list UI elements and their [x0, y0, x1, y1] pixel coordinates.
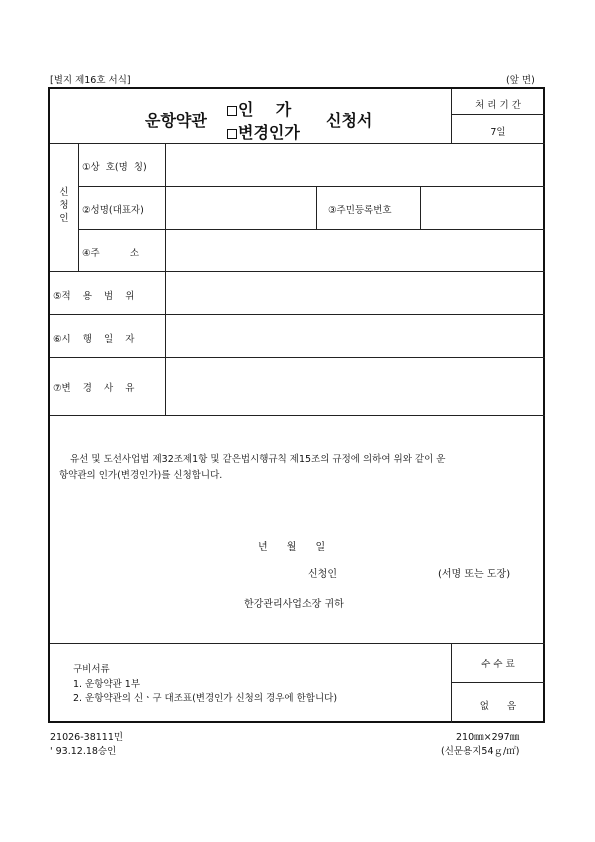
address-label: ④주 소 — [82, 248, 140, 259]
checkbox-icon — [227, 106, 237, 116]
resident-id-field[interactable] — [421, 187, 544, 228]
effective-date-field[interactable] — [166, 315, 544, 356]
form-number: [별지 제16호 서식] — [50, 75, 131, 86]
required-documents-title: 구비서류 — [73, 664, 110, 675]
change-reason-field[interactable] — [166, 358, 544, 414]
applicant-signature-label: 신청인 — [308, 569, 337, 580]
scope-field[interactable] — [166, 272, 544, 313]
processing-period-label: 처 리 기 간 — [475, 100, 521, 111]
title-option-change-approval: 변경인가 — [227, 120, 300, 143]
title-right: 신청서 — [326, 111, 373, 130]
application-date: 년 월 일 — [258, 542, 326, 553]
title-left: 운항약관 — [145, 111, 207, 130]
fee-label: 수 수 료 — [481, 659, 515, 670]
change-reason-label: ⑦변 경 사 유 — [53, 383, 135, 394]
form-code: 21026-38111민 — [50, 732, 124, 743]
required-document-1: 1. 운항약관 1부 — [73, 679, 141, 690]
approval-date: ' 93.12.18승인 — [50, 746, 117, 757]
paper-type: (신문용지54ｇ/㎡) — [441, 746, 520, 757]
page-side-label: (앞 면) — [506, 75, 535, 86]
statement-line-2: 항약관의 인가(변경인가)를 신청합니다. — [59, 470, 223, 481]
signature-note: (서명 또는 도장) — [438, 569, 511, 580]
address-field[interactable] — [166, 230, 544, 270]
representative-name-field[interactable] — [166, 187, 315, 228]
applicant-group-label: 신 청 인 — [59, 187, 69, 224]
company-name-field[interactable] — [166, 144, 544, 185]
fee-value: 없 음 — [479, 701, 517, 712]
checkbox-icon — [227, 129, 237, 139]
effective-date-label: ⑥시 행 일 자 — [53, 334, 135, 345]
processing-period-value: 7일 — [490, 127, 506, 138]
statement-line-1: 유선 및 도선사업법 제32조제1항 및 같은법시행규칙 제15조의 규정에 의하여 위와 같이 운 — [70, 454, 446, 465]
scope-label: ⑤적 용 범 위 — [53, 291, 135, 302]
representative-name-label: ②성명(대표자) — [82, 205, 144, 216]
title-option-approval: 인 가 — [227, 97, 291, 120]
required-document-2: 2. 운항약관의 신ㆍ구 대조표(변경인가 신청의 경우에 한합니다) — [73, 693, 338, 704]
application-form — [48, 87, 545, 723]
company-name-label: ①상 호(명 칭) — [82, 162, 147, 173]
paper-size: 210㎜×297㎜ — [456, 732, 520, 743]
recipient: 한강관리사업소장 귀하 — [244, 599, 344, 610]
resident-id-label: ③주민등록번호 — [328, 205, 392, 216]
